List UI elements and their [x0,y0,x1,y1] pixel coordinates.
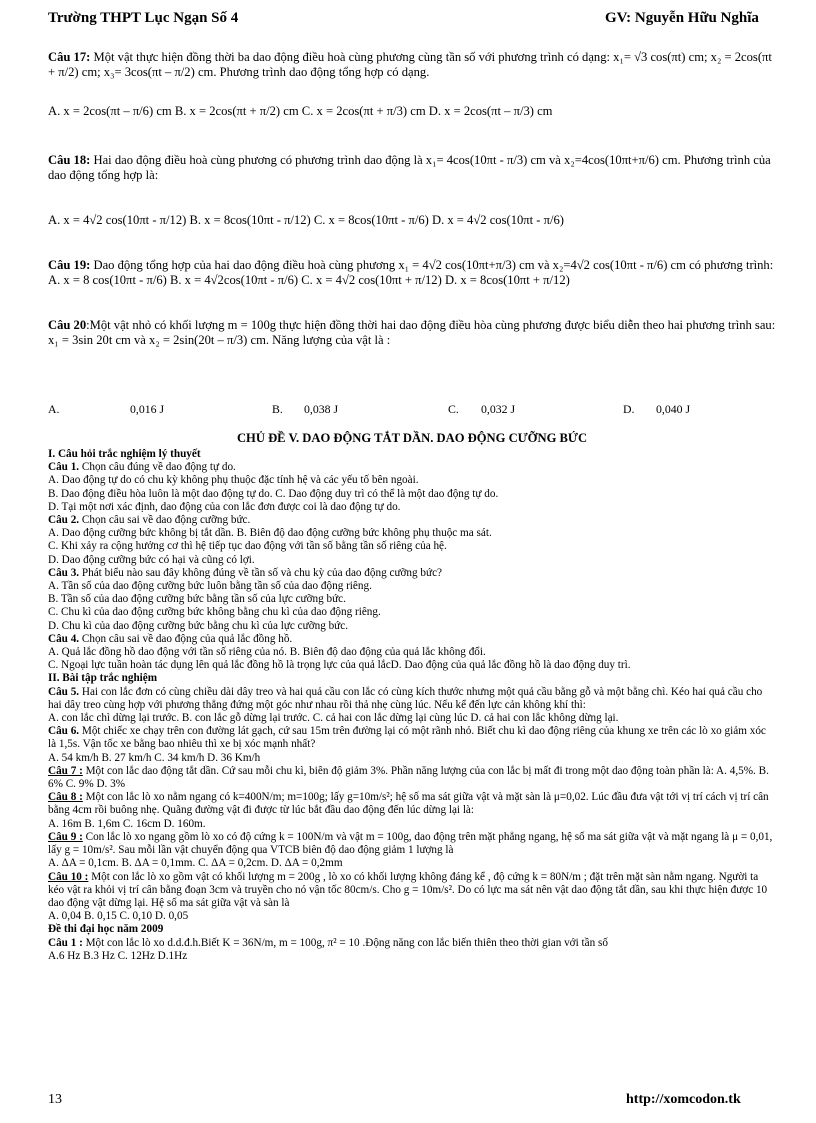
question-9: Câu 9 : Con lắc lò xo ngang gồm lò xo có độ cứng k = 100N/m và vật m = 100g, dao động trên mặt phẳng ngang, hệ số ma sát giữa vật và mặt ngang là μ = 0,01, lấy g = 10m/s². Sau mỗi lần vật chuyển động qua VTCB biên độ dao động giảm 1 lượng là [48,830,773,857]
question-8: Câu 8 : Một con lắc lò xo nằm ngang có k=400N/m; m=100g; lấy g=10m/s²; hệ số ma sát giữa vật và mặt sàn là μ=0,02. Lúc đầu đưa vật tới vị trí cách vị trí cân bằng 4cm rồi buông nhẹ. Quãng đường vật đi được từ lúc bắt đầu dao động đến lúc dừng lại là: [48,791,769,817]
school-name: Trường THPT Lục Ngạn Số 4 [48,10,239,26]
answer-line: B. Dao động điều hòa luôn là một dao động tự do. C. Dao động duy trì có thể là một dao động tự do. [48,487,499,500]
question-2: Câu 2. Chọn câu sai về dao động cưỡng bức. [48,514,251,527]
question-1: Câu 1. Chọn câu đúng về dao động tự do. [48,461,236,474]
answer-d-value: 0,040 J [656,402,691,416]
question-7: Câu 7 : Một con lắc dao động tắt dần. Cứ sau mỗi chu kì, biên độ giảm 3%. Phần năng lượng của con lắc bị mất đi trong một dao động toàn phần là: A. 4,5%. B. 6% C. 9% D. 3% [48,764,769,791]
answer-line: C. Ngoại lực tuần hoàn tác dụng lên quả lắc đồng hồ là trọng lực của quả lắcD. Dao động của quả lắc đồng hồ là dao động duy trì. [48,659,631,672]
teacher-name: GV: Nguyễn Hữu Nghĩa [605,10,759,26]
question-3: Câu 3. Phát biểu nào sau đây không đúng về tần số và chu kỳ của dao động cưỡng bức? [48,566,442,579]
answer-line: A. 16m B. 1,6m C. 16cm D. 160m. [48,817,206,830]
answers-17: A. x = 2cos(πt – π/6) cm B. x = 2cos(πt + π/2) cm C. x = 2cos(πt + π/3) cm D. x = 2cos(πt – π/3) cm [48,104,553,118]
answer-line: D. Tại một nơi xác định, dao động của con lắc đơn được coi là dao động tự do. [48,500,401,513]
chapter-title: CHỦ ĐỀ V. DAO ĐỘNG TẮT DẦN. DAO ĐỘNG CƯỠNG BỨC [236,431,588,445]
section-chapter-5 [48,448,776,963]
question-18: Câu 18: Hai dao động điều hoà cùng phương có phương trình dao động là x₁= 4cos(10πt - π/3) cm và x₂=4cos(10πt+π/6) cm. Phương trình của dao động tổng hợp là: [48,153,771,182]
question-4: Câu 4. Chọn câu sai về dao động của quả lắc đồng hồ. [48,632,293,645]
exam-question-1: Câu 1 : Một con lắc lò xo d.d.đ.h.Biết K = 36N/m, m = 100g, π² = 10 .Động năng con lắc biến thiên theo thời gian với tần số [48,936,608,949]
section-q17-20 [48,50,776,348]
question-19: Câu 19: Dao động tổng hợp của hai dao động điều hoà cùng phương x₁ = 4√2 cos(10πt+π/3) cm và x₂=4√2 cos(10πt - π/6) cm có phương trình: A. x = 8 cos(10πt - π/6) B. x = 4√2cos(10πt - π/6) C. x = 4√2 cos(10πt + π/12) D. x = 8cos(10πt + π/12) [48,258,774,287]
footer-link[interactable]: http://xomcodon.tk [626,1092,741,1107]
answer-d-label: D. [623,402,635,416]
answer-line: A. 54 km/h B. 27 km/h C. 34 km/h D. 36 Km/h [48,751,261,764]
answer-line: A. Quả lắc đồng hồ dao động với tần số riêng của nó. B. Biên độ dao động của quả lắc không đổi. [48,646,486,659]
answer-c-value: 0,032 J [481,402,516,416]
answer-b-label: B. [272,402,283,416]
answer-line: B. Tần số của dao động cưỡng bức bằng tần số của lực cưỡng bức. [48,593,346,606]
answer-line: A. Tần số của dao động cưỡng bức luôn bằng tần số của dao động riêng. [48,580,372,593]
answer-line: A. 0,04 B. 0,15 C. 0,10 D. 0,05 [48,910,189,923]
question-10: Câu 10 : Một con lắc lò xo gồm vật có khối lượng m = 200g , lò xo có khối lượng không đáng kể , độ cứng k = 80N/m ; đặt trên mặt sàn nằm ngang. Người ta kéo vật ra khỏi vị trí cân bằng đoạn 3cm và truyền cho nó vận tốc 80cm/s. Cho g = 10m/s². Do có lực ma sát nên vật dao động tắt dần, sau khi thực hiện được 10 dao động vật dừng lại. Hệ số ma sát giữa vật và sàn là [48,870,768,909]
answer-line: D. Dao động cưỡng bức có hại và cũng có lợi. [48,553,255,566]
answers-18: A. x = 4√2 cos(10πt - π/12) B. x = 8cos(10πt - π/12) C. x = 8cos(10πt - π/6) D. x = 4√2 cos(10πt - π/6) [48,213,564,227]
question-17: Câu 17: Một vật thực hiện đồng thời ba dao động điều hoà cùng phương cùng tần số với phương trình có dạng: x₁= √3 cos(πt) cm; x₂ = 2cos(πt + π/2) cm; x₃= 3cos(πt – π/2) cm. Phương trình dao động tổng hợp có dạng. [48,50,772,79]
answer-line: D. Chu kì của dao động cưỡng bức bằng chu kì của lực cưỡng bức. [48,619,349,632]
question-5: Câu 5. Hai con lắc đơn có cùng chiều dài dây treo và hai quả cầu con lắc có cùng kích thước nhưng một quả cầu bằng gỗ và một bằng chì. Kéo hai quả cầu cho hai dây treo cùng hợp với phương thẳng đứng một góc như nhau rồi thả nhẹ cùng lúc. Nếu kể đến lực cản không khí thì: [48,685,763,711]
answer-line: C. Chu kì của dao động cưỡng bức không bằng chu kì của dao động riêng. [48,606,381,619]
answer-line: A. ΔA = 0,1cm. B. ΔA = 0,1mm. C. ΔA = 0,2cm. D. ΔA = 0,2mm [48,857,343,870]
page-number: 13 [48,1092,62,1107]
exam-2009-heading: Đề thi đại học năm 2009 [48,923,164,936]
subsection-theory: I. Câu hỏi trắc nghiệm lý thuyết [48,448,201,460]
answer-line: A.6 Hz B.3 Hz C. 12Hz D.1Hz [48,949,188,962]
answer-line: A. con lắc chì dừng lại trước. B. con lắc gỗ dừng lại trước. C. cả hai con lắc dừng lại cùng lúc D. cả hai con lắc không dừng lại. [48,712,619,725]
answer-line: A. Dao động tự do có chu kỳ không phụ thuộc đặc tính hệ và các yếu tố bên ngoài. [48,474,419,487]
answer-line: C. Khi xảy ra cộng hưởng cơ thì hệ tiếp tục dao động với tần số bằng tần số riêng của hệ. [48,540,447,553]
answer-c-label: C. [448,402,459,416]
subsection-exercises: II. Bài tập trắc nghiệm [48,672,158,685]
answer-a-label: A. [48,402,60,416]
question-6: Câu 6. Một chiếc xe chạy trên con đường lát gạch, cứ sau 15m trên đường lại có một rãnh nhỏ. Biết chu kì dao động riêng của khung xe trên các lò xo giảm xóc là 1,5s. Vận tốc xe bằng bao nhiêu thì xe bị xóc mạnh nhất? [48,725,766,751]
answer-b-value: 0,038 J [304,402,339,416]
question-20: Câu 20:Một vật nhỏ có khối lượng m = 100g thực hiện đồng thời hai dao động điều hòa cùng phương được biểu diễn theo hai phương trình sau: x₁ = 3sin 20t cm và x₂ = 2sin(20t – π/3) cm. Năng lượng của vật là : [48,318,776,347]
answer-line: A. Dao động cưỡng bức không bị tắt dần. B. Biên độ dao động cưỡng bức không phụ thuộc ma sát. [48,527,492,540]
answer-a-value: 0,016 J [130,402,165,416]
